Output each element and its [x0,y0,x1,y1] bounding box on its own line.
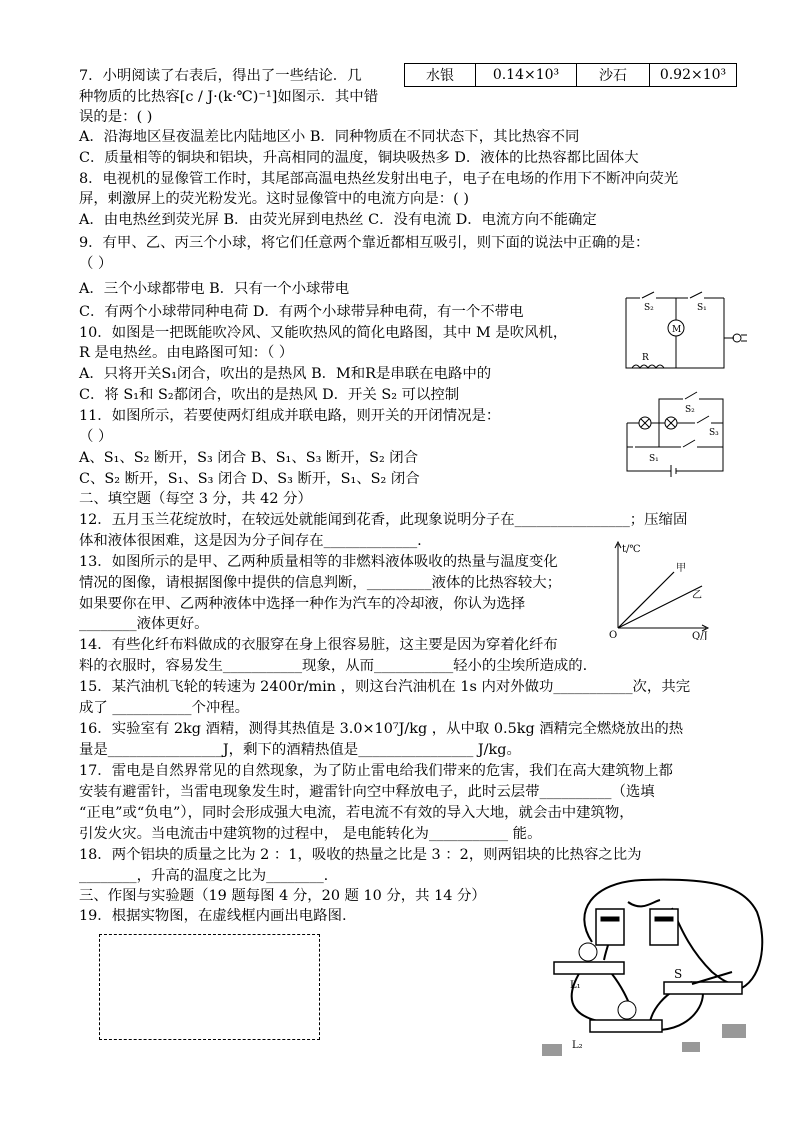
question-14-line: 料的衣服时，容易发生___________现象，从而___________轻小的尘埃所造成的. [79,658,588,674]
two-lamp-circuit-diagram [619,385,735,477]
question-11-options: A、S₁、S₂ 断开，S₃ 闭合 B、S₁、S₃ 断开，S₂ 闭合 [79,450,419,466]
question-10-options: A．只将开关S₁闭合，吹出的是热风 B．M和R是串联在电路中的 [79,366,492,382]
question-7-options: A．沿海地区昼夜温差比内陆地区小 B．同种物质在不同状态下，其比热容不同 [79,129,580,145]
question-13-line: ________液体更好。 [79,616,209,632]
question-17-line: “正电”或“负电”），同时会形成强大电流，若电流不有效的导入大地，就会击中建筑物， [79,805,634,821]
question-11-line: （ ） [79,429,113,445]
question-11-line: 11．如图所示，若要使两灯组成并联电路，则开关的开闭情况是： [79,408,501,424]
table-cell: 0.92×10³ [650,64,737,87]
answer-dashed-box [99,934,320,1040]
question-15-line: 15．某汽油机飞轮的转速为 2400r/min ，则这台汽油机在 1s 内对外做功___________次，共完 [79,679,691,695]
lamp-l1-label: L₁ [570,980,581,991]
question-9-options: A．三个小球都带电 B．只有一个小球带电 [79,281,350,297]
switch-s-label: S [674,967,683,981]
question-10-line: R 是电热丝。由电路图可知：（ ） [79,345,294,361]
question-15-line: 成了 ___________个冲程。 [79,700,250,716]
series-yi-label: 乙 [692,590,702,601]
resistor-label: R [642,353,649,363]
question-13-line: 情况的图像，请根据图像中提供的信息判断，_________液体的比热容较大； [79,575,562,591]
section-2-heading: 二、填空题（每空 3 分，共 42 分） [79,491,312,507]
lamp-l2-label: L₂ [572,1040,583,1051]
switch-s3-label: S₃ [709,428,719,438]
question-8-line: 8．电视机的显像管工作时，其尾部高温电热丝发射出电子，电子在电场的作用下不断冲向荧光 [79,171,679,187]
temperature-heat-graph [606,538,716,640]
question-7-line: 7．小明阅读了右表后，得出了一些结论．几 [79,68,362,84]
question-12-line: 体和液体很困难，这是因为分子间存在_____________. [79,533,422,549]
question-9-options: C．有两个小球带同种电荷 D．有两个小球带异种电荷，有一个不带电 [79,304,524,320]
table-cell: 0.14×10³ [476,64,577,87]
table-cell: 水银 [405,64,476,87]
switch-s1-label: S₁ [649,454,659,464]
question-8-options: A．由电热丝到荧光屏 B．由荧光屏到电热丝 C．没有电流 D．电流方向不能确定 [79,212,597,228]
table-cell: 沙石 [577,64,650,87]
question-9-line: 9．有甲、乙、丙三个小球，将它们任意两个靠近都相互吸引，则下面的说法中正确的是： [79,235,650,251]
question-16-line: 量是________________J，剩下的酒精热值是________________ J/kg。 [79,742,521,758]
question-12-line: 12．五月玉兰花绽放时，在较远处就能闻到花香，此现象说明分子在________________；压缩固 [79,512,688,528]
question-13-line: 如果要你在甲、乙两种液体中选择一种作为汽车的冷却液，你认为选择 [79,596,526,612]
specific-heat-table [404,63,737,87]
question-8-line: 屏，剌激屏上的荧光粉发光。这时显像管中的电流方向是：( ) [79,191,469,207]
question-17-line: 引发火灾。当电流击中建筑物的过程中， 是电能转化为___________ 能。 [79,826,542,842]
question-17-line: 安装有避雷针，当雷电现象发生时，避雷针向空中释放电子，此时云层带__________（选填 [79,784,655,800]
physical-circuit-picture [532,872,768,1062]
question-10-line: 10．如图是一把既能吹冷风、又能吹热风的简化电路图，其中 M 是吹风机， [79,325,568,341]
question-18-line: 18．两个铝块的质量之比为 2 ：1，吸收的热量之比是 3 ：2，则两铝块的比热容之比为 [79,847,642,863]
question-19-line: 19．根据实物图，在虚线框内画出电路图. [79,908,347,924]
question-14-line: 14．有些化纤布料做成的衣服穿在身上很容易脏，这主要是因为穿着化纤布 [79,637,558,653]
question-10-options: C．将 S₁和 S₂都闭合，吹出的是热风 D．开关 S₂ 可以控制 [79,387,460,403]
switch-s1-label: S₁ [697,303,707,313]
question-16-line: 16．实验室有 2kg 酒精，测得其热值是 3.0×10⁷J/kg ，从中取 0.5kg 酒精完全燃烧放出的热 [79,721,684,737]
switch-s2-label: S₂ [644,303,654,313]
question-18-line: ________，升高的温度之比为________. [79,868,329,884]
x-axis-label: Q/J [692,631,708,640]
section-3-heading: 三、作图与实验题（19 题每图 4 分，20 题 10 分，共 14 分） [79,888,486,904]
question-17-line: 17．雷电是自然界常见的自然现象，为了防止雷电给我们带来的危害，我们在高大建筑物上都 [79,763,673,779]
question-7-line: 种物质的比热容[c / J·(k·℃)⁻¹]如图示．其中错 [79,89,379,105]
motor-label: M [672,325,682,335]
question-7-line: 误的是：( ) [79,109,153,125]
origin-label: O [609,630,618,640]
y-axis-label: t/℃ [622,544,641,555]
question-7-options: C．质量相等的铜块和铝块，升高相同的温度，铜块吸热多 D．液体的比热容都比固体大 [79,150,639,166]
series-jia-label: 甲 [676,563,686,574]
question-9-line: （ ） [79,256,113,272]
question-11-options: C、S₂ 断开，S₁、S₃ 闭合 D、S₃ 断开，S₁、S₂ 闭合 [79,471,420,487]
hair-dryer-circuit-diagram [604,288,750,384]
switch-s2-label: S₂ [685,405,695,415]
question-13-line: 13．如图所示的是甲、乙两种质量相等的非燃料液体吸收的热量与温度变化 [79,554,558,570]
